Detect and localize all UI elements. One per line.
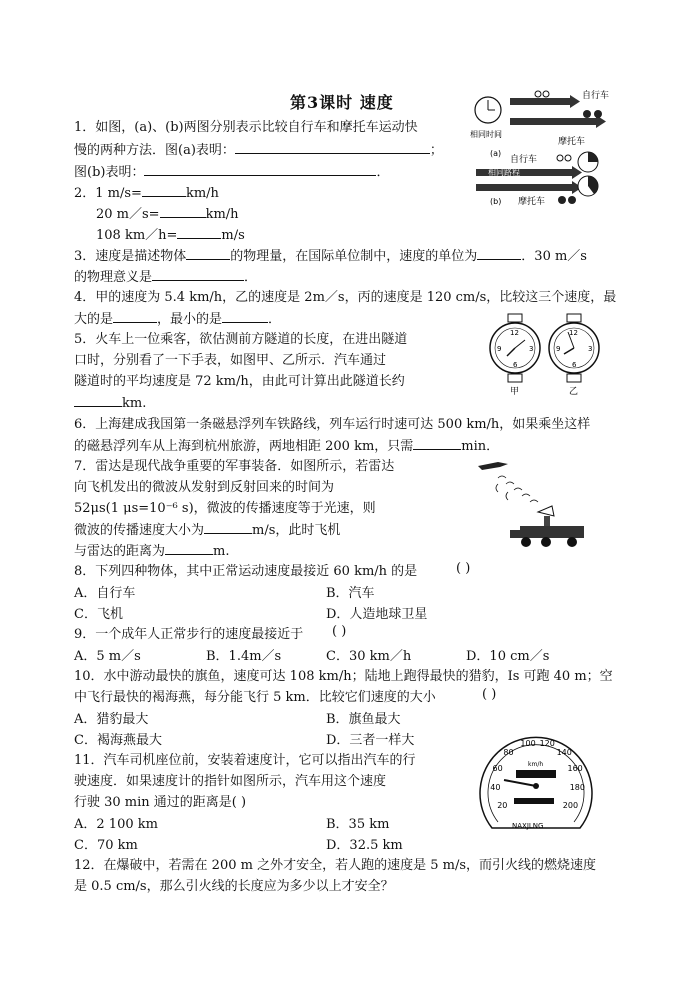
- q1-line1: 1．如图，(a)、(b)两图分别表示比较自行车和摩托车运动快: [74, 120, 418, 135]
- speedometer-tick-label: 80: [503, 748, 514, 758]
- q9-option-b[interactable]: B．1.4m／s: [206, 649, 282, 664]
- speedometer-tick-label: 200: [562, 800, 579, 810]
- q5-line2: 口时，分别看了一下手表，如图甲、乙所示．汽车通过: [74, 353, 387, 368]
- q5-line1: 5．火车上一位乘客，欲估测前方隧道的长度，在进出隧道: [74, 332, 408, 347]
- q3-blank-3[interactable]: [152, 266, 244, 281]
- motorcycle-icon: [583, 110, 591, 118]
- q8-stem: 8．下列四种物体，其中正常运动速度最接近 60 km/h 的是: [74, 564, 418, 579]
- q5-line4: km.: [74, 392, 146, 414]
- label-bike-b: 自行车: [510, 155, 538, 165]
- svg-text:9: 9: [497, 345, 502, 353]
- svg-text:3: 3: [529, 345, 534, 353]
- bicycle-icon: [535, 91, 541, 97]
- speedometer-tick-label: 140: [556, 748, 572, 758]
- q3-blank-2[interactable]: [477, 245, 521, 260]
- speedometer-tick-label: 60: [492, 764, 503, 773]
- q1-line3: 图(b)表明： ．: [74, 161, 389, 183]
- q4-line1: 4．甲的速度为 5.4 km/h，乙的速度是 2m／s，丙的速度是 120 cm/s，比较这三个速度，最: [74, 290, 617, 305]
- q5-line3: 隧道时的平均速度是 72 km/h，由此可计算出此隧道长约: [74, 374, 405, 389]
- label-a: (a): [490, 149, 502, 158]
- q7-line5: 与雷达的距离为 m.: [74, 540, 229, 562]
- q5-blank[interactable]: [74, 392, 122, 407]
- q12-line1: 12．在爆破中，若需在 200 m 之外才安全，若人跑的速度是 5 m/s，而引火线的燃烧速度: [74, 858, 596, 873]
- q3-line2: 的物理意义是 ．: [74, 266, 257, 288]
- label-moto-a: 摩托车: [558, 137, 586, 147]
- q7-line2: 向飞机发出的微波从发射到反射回来的时间为: [74, 480, 335, 495]
- q2-line2: 20 m／s= km/h: [96, 203, 239, 225]
- q9-option-c[interactable]: C．30 km／h: [326, 649, 412, 664]
- q4-blank-1[interactable]: [113, 308, 157, 323]
- q6-line1: 6．上海建成我国第一条磁悬浮列车铁路线，列车运行时速可达 500 km/h，如果乘坐这样: [74, 417, 591, 432]
- q2-blank-2[interactable]: [160, 203, 206, 218]
- label-jia: 甲: [510, 387, 520, 396]
- speedometer-unit: km/h: [528, 761, 544, 768]
- q7-line4: 微波的传播速度大小为 m/s，此时飞机: [74, 519, 340, 541]
- svg-text:3: 3: [588, 345, 593, 353]
- q11-option-c[interactable]: C．70 km: [74, 838, 138, 853]
- svg-text:9: 9: [556, 345, 561, 353]
- q7-line1: 7．雷达是现代战争重要的军事装备．如图所示，若雷达: [74, 459, 395, 474]
- q1-blank-b[interactable]: [144, 161, 376, 176]
- q11-option-a[interactable]: A．2 100 km: [74, 817, 158, 832]
- q10-option-a[interactable]: A．猎豹最大: [74, 712, 149, 727]
- label-moto-b: 摩托车: [518, 197, 546, 207]
- q11-line3: 行驶 30 min 通过的距离是( ): [74, 795, 247, 810]
- q2-blank-1[interactable]: [142, 182, 186, 197]
- q10-option-d[interactable]: D．三者一样大: [326, 733, 415, 748]
- speedometer-tick-label: 180: [569, 783, 585, 792]
- q7-blank-1[interactable]: [204, 519, 252, 534]
- q8-answer-paren[interactable]: ( ): [456, 561, 471, 576]
- radar-truck-icon: [510, 506, 584, 547]
- svg-text:12: 12: [569, 329, 578, 337]
- watch-yi-icon: [549, 314, 599, 382]
- watch-jia-icon: [490, 314, 540, 382]
- q8-option-a[interactable]: A．自行车: [74, 586, 136, 601]
- speedometer-brand: NAXJLNG: [512, 822, 544, 830]
- label-same-distance: 相同路程: [488, 168, 520, 177]
- speedometer-tick-label: 120: [539, 739, 555, 749]
- figure-bike-vs-motorcycle: [470, 86, 630, 216]
- q2-blank-3[interactable]: [177, 224, 221, 239]
- q10-answer-paren[interactable]: ( ): [482, 687, 497, 702]
- q1-blank-a[interactable]: [235, 139, 430, 154]
- label-same-time: 相同时间: [470, 130, 502, 139]
- q10-line1: 10．水中游动最快的旗鱼，速度可达 108 km/h；陆地上跑得最快的猎豹，Is 可跑 40 m；空: [74, 669, 613, 684]
- page-title: 第3课时 速度: [290, 93, 394, 112]
- q3-blank-1[interactable]: [186, 245, 230, 260]
- q7-line3: 52μs(1 μs=10⁻⁶ s)，微波的传播速度等于光速，则: [74, 501, 376, 516]
- figure-watches: [488, 312, 608, 396]
- q8-option-c[interactable]: C．飞机: [74, 607, 123, 622]
- q7-blank-2[interactable]: [165, 540, 213, 555]
- speedometer-tick-label: 20: [497, 800, 508, 810]
- q12-line2: 是 0.5 cm/s，那么引火线的长度应为多少以上才安全？: [74, 879, 394, 894]
- q10-option-b[interactable]: B．旗鱼最大: [326, 712, 401, 727]
- q4-blank-2[interactable]: [222, 308, 268, 323]
- speedometer-tick-label: 40: [490, 783, 501, 792]
- speedometer-tick-label: 100: [520, 739, 536, 749]
- q6-line2: 的磁悬浮列车从上海到杭州旅游，两地相距 200 km，只需 min．: [74, 435, 499, 457]
- svg-text:6: 6: [513, 361, 518, 369]
- q8-option-b[interactable]: B．汽车: [326, 586, 375, 601]
- q11-option-b[interactable]: B．35 km: [326, 817, 390, 832]
- label-b: (b): [490, 197, 502, 206]
- q10-line2: 中飞行最快的褐海燕，每分能飞行 5 km．比较它们速度的大小: [74, 690, 436, 705]
- fighter-jet-icon: [478, 462, 508, 470]
- q9-option-d[interactable]: D．10 cm／s: [466, 649, 550, 664]
- q9-answer-paren[interactable]: ( ): [332, 624, 347, 639]
- q11-option-d[interactable]: D．32.5 km: [326, 838, 403, 853]
- label-bike-a: 自行车: [582, 91, 610, 101]
- q2-line3: 108 km／h= m/s: [96, 224, 245, 246]
- svg-text:6: 6: [572, 361, 577, 369]
- q4-line2: 大的是 ，最小的是 ．: [74, 308, 281, 330]
- label-yi: 乙: [569, 387, 579, 396]
- svg-text:12: 12: [510, 329, 519, 337]
- q2-line1: 2．1 m/s= km/h: [74, 182, 219, 204]
- figure-radar: [468, 458, 600, 558]
- q9-option-a[interactable]: A．5 m／s: [74, 649, 141, 664]
- speedometer-tick-label: 160: [567, 764, 583, 773]
- q11-line1: 11．汽车司机座位前，安装着速度计，它可以指出汽车的行: [74, 753, 416, 768]
- q6-blank[interactable]: [413, 435, 461, 450]
- q1-line2: 慢的两种方法．图(a)表明： ；: [74, 139, 443, 161]
- q10-option-c[interactable]: C．褐海燕最大: [74, 733, 162, 748]
- q11-line2: 驶速度．如果速度计的指针如图所示，汽车用这个速度: [74, 774, 387, 789]
- q9-stem: 9．一个成年人正常步行的速度最接近于: [74, 627, 304, 642]
- q3-line1: 3．速度是描述物体 的物理量，在国际单位制中，速度的单位为 ．30 m／s: [74, 245, 587, 267]
- q8-option-d[interactable]: D．人造地球卫星: [326, 607, 428, 622]
- figure-speedometer: [478, 724, 594, 848]
